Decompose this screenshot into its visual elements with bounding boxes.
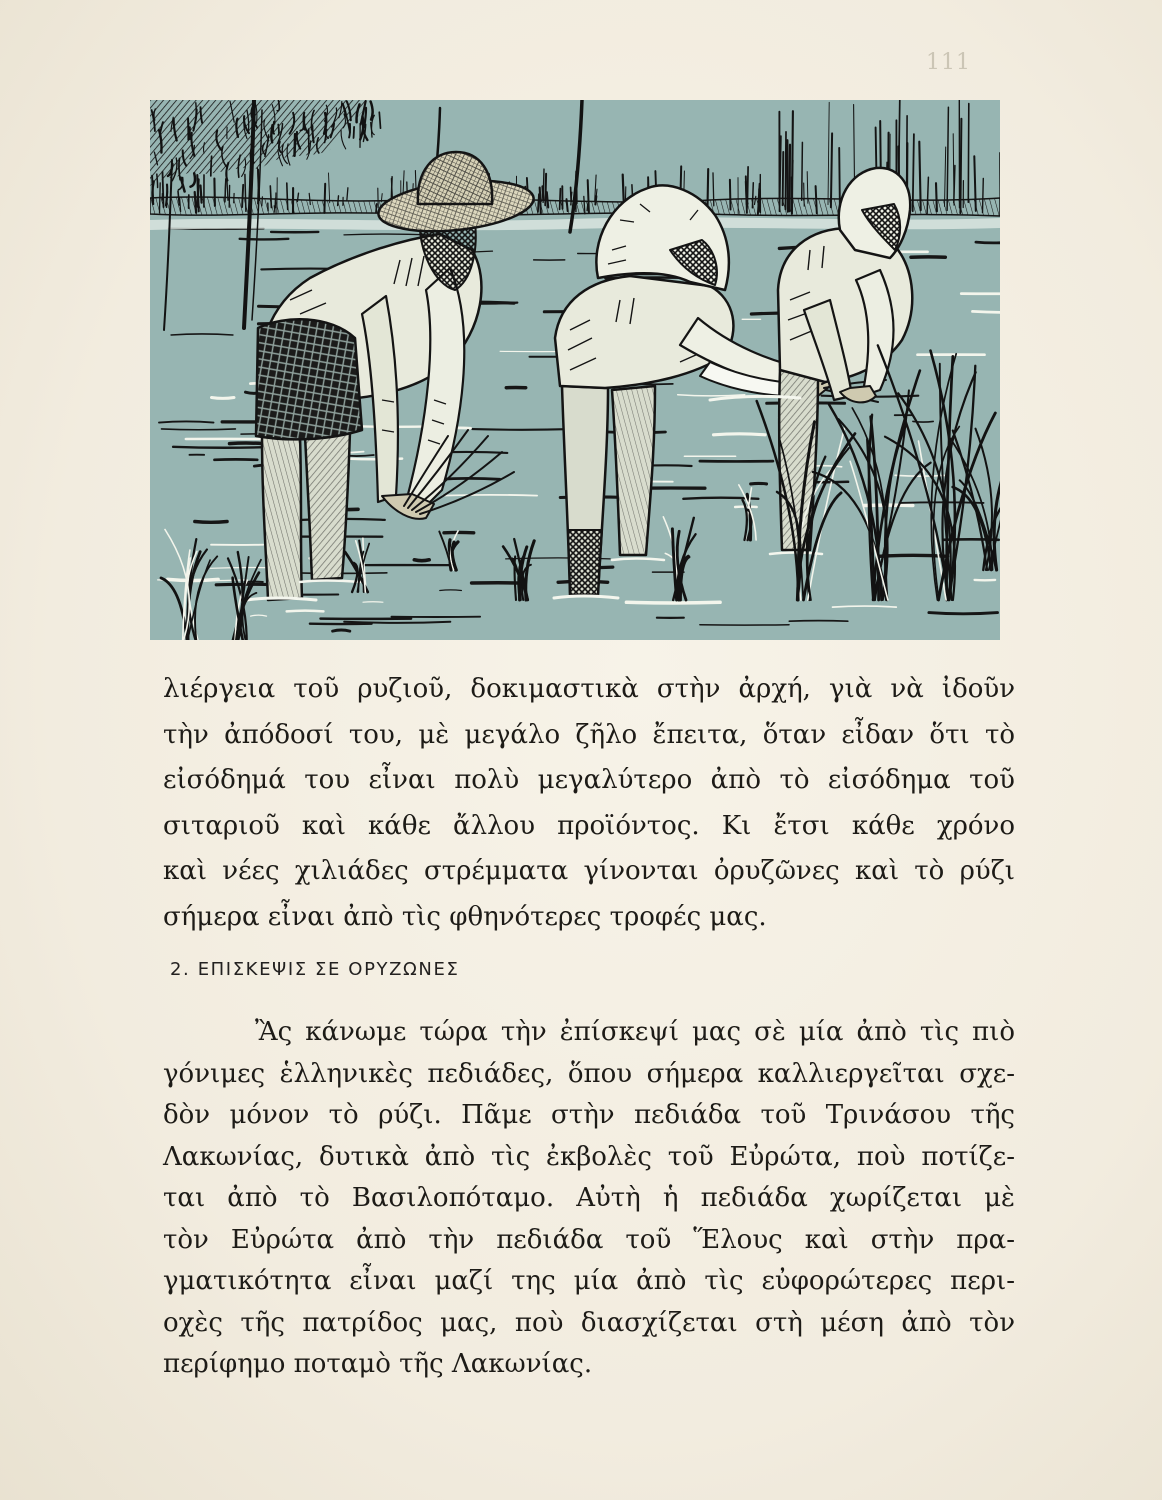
distant-reed	[287, 183, 288, 209]
water-ripple	[973, 311, 1001, 312]
paragraph-2	[163, 1012, 1015, 1386]
paragraph-2-line: Λακωνίας, δυτικὰ ἀπὸ τὶς ἐκβολὲς τοῦ Εὐρώτα, ποὺ ποτίζε-	[163, 1141, 1015, 1172]
distant-reed	[983, 178, 984, 212]
distant-reed	[960, 119, 961, 213]
distant-reed	[545, 174, 546, 206]
distant-reed	[802, 142, 803, 200]
water-ripple	[162, 429, 236, 430]
distant-reed	[195, 192, 196, 213]
water-ripple	[287, 611, 324, 612]
distant-reed	[831, 133, 832, 207]
distant-reed	[807, 172, 808, 204]
paragraph-1-line: λιέργεια τοῦ ρυζιοῦ, δοκιμαστικὰ στὴν ἀρχή, γιὰ νὰ ἰδοῦν	[163, 674, 1015, 704]
water-ripple	[195, 522, 227, 523]
leg-shading	[262, 434, 302, 600]
distant-reed	[540, 188, 541, 214]
paragraph-2-line: γόνιμες ἑλληνικὲς πεδιάδες, ὅπου σήμερα καλλιεργεῖται σχε-	[163, 1058, 1015, 1089]
paragraph-1-line: καὶ νέες χιλιάδες στρέμματα γίνονται ὀρυζῶνες καὶ τὸ ρύζι	[163, 856, 1015, 887]
foliage-stroke	[273, 122, 274, 134]
shorts	[256, 319, 362, 439]
distant-reed	[324, 184, 325, 213]
section-heading: 2. ΕΠΙΣΚΕΨΙΣ ΣΕ ΟΡΥΖΩΝΕΣ	[170, 959, 460, 980]
distant-reed	[936, 183, 937, 211]
water-ripple	[212, 398, 235, 399]
distant-reed	[713, 173, 714, 206]
foliage-stroke	[349, 124, 350, 138]
foliage-stroke	[309, 129, 310, 153]
water-ripple	[333, 630, 350, 631]
paragraph-1-line: εἰσόδημά του εἶναι πολὺ μεγαλύτερο ἀπὸ τὸ εἰσόδημα τοῦ	[163, 765, 1015, 796]
distant-reed	[968, 104, 969, 203]
distant-reed	[752, 183, 753, 208]
paragraph-1-line: τὴν ἀπόδοσί του, μὲ μεγάλο ζῆλο ἔπειτα, ὅταν εἶδαν ὅτι τὸ	[163, 719, 1015, 750]
foliage-stroke	[211, 156, 212, 176]
water-ripple	[976, 242, 1000, 243]
distant-reed	[262, 197, 263, 206]
water-ripple	[440, 590, 462, 591]
foliage-stroke	[157, 174, 158, 187]
water-ripple	[789, 621, 848, 622]
paragraph-1	[163, 667, 1015, 941]
paragraph-2-line: τὸν Εὐρώτα ἀπὸ τὴν πεδιάδα τοῦ Ἕλους καὶ στὴν πρα-	[163, 1224, 1015, 1255]
distant-reed	[201, 186, 202, 203]
distant-reed	[214, 179, 215, 206]
distant-reed	[547, 192, 548, 207]
distant-reed	[730, 180, 731, 210]
distant-reed	[913, 134, 914, 211]
paragraph-2-line: δὸν μόνον τὸ ρύζι. Πᾶμε στὴν πεδιάδα τοῦ Τρινάσου τῆς	[163, 1100, 1015, 1130]
distant-reed	[839, 148, 840, 209]
distant-reed	[804, 183, 805, 206]
rice-planters-illustration	[150, 100, 1000, 640]
distant-reed	[225, 179, 226, 202]
water-ripple	[173, 447, 276, 448]
paragraph-2-line: ται ἀπὸ τὸ Βασιλοπόταμο. Αὐτὴ ἡ πεδιάδα χωρίζεται μὲ	[163, 1183, 1015, 1213]
water-ripple	[714, 434, 766, 435]
distant-reed	[197, 179, 198, 206]
distant-reed	[587, 204, 588, 211]
water-ripple	[472, 429, 571, 430]
distant-reed	[790, 145, 791, 212]
distant-reed	[338, 196, 339, 206]
distant-reed	[785, 132, 786, 210]
distant-reed	[245, 174, 246, 211]
paragraph-2-line: οχὲς τῆς πατρίδος μας, ποὺ διασχίζεται στὴ μέση ἀπὸ τὸν	[163, 1307, 1015, 1338]
distant-reed	[708, 169, 709, 207]
water-ripple	[626, 602, 720, 603]
foliage-stroke	[166, 185, 167, 206]
distant-reed	[816, 186, 817, 213]
water-ripple	[929, 613, 998, 614]
paragraph-1-line: σιταριοῦ καὶ κάθε ἄλλου προϊόντος. Κι ἔτσι κάθε χρόνο	[163, 810, 1015, 841]
distant-reed	[376, 204, 377, 213]
water-ripple	[751, 483, 767, 484]
distant-reed	[543, 169, 544, 202]
paragraph-1-line: σήμερα εἶναι ἀπὸ τὶς φθηνότερες τροφές μας.	[163, 901, 767, 932]
distant-reed	[242, 185, 243, 207]
paragraph-2-line: Ἂς κάνωμε τώρα τὴν ἐπίσκεψί μας σὲ μία ἀπὸ τὶς πιὸ	[255, 1017, 1015, 1047]
water-ripple	[443, 495, 537, 496]
distant-reed	[567, 199, 568, 211]
paragraph-2-line: γματικότητα εἶναι μαζί της μία ἀπὸ τὶς εὐφορώτερες περι-	[163, 1266, 1015, 1296]
distant-reed	[623, 175, 624, 201]
water-ripple	[344, 622, 450, 623]
distant-reed	[783, 152, 784, 205]
distant-reed	[919, 142, 920, 211]
page-number: 111	[926, 50, 971, 75]
distant-reed	[560, 189, 561, 210]
distant-reed	[270, 186, 271, 208]
distant-reed	[747, 167, 748, 204]
paragraph-2-line: περίφημο ποταμὸ τῆς Λακωνίας.	[163, 1349, 593, 1379]
distant-reed	[160, 183, 161, 213]
foliage-stroke	[278, 125, 279, 135]
foliage-stroke	[354, 127, 355, 138]
water-ripple	[879, 555, 948, 556]
lower-leg-pattern	[568, 530, 602, 595]
distant-reed	[571, 187, 572, 201]
water-ripple	[230, 443, 263, 444]
foliage-stroke	[295, 134, 296, 156]
leg-shading	[305, 432, 350, 580]
foliage-stroke	[271, 125, 272, 142]
water-ripple	[414, 560, 429, 561]
foliage-stroke	[304, 117, 305, 130]
distant-reed	[538, 194, 539, 212]
